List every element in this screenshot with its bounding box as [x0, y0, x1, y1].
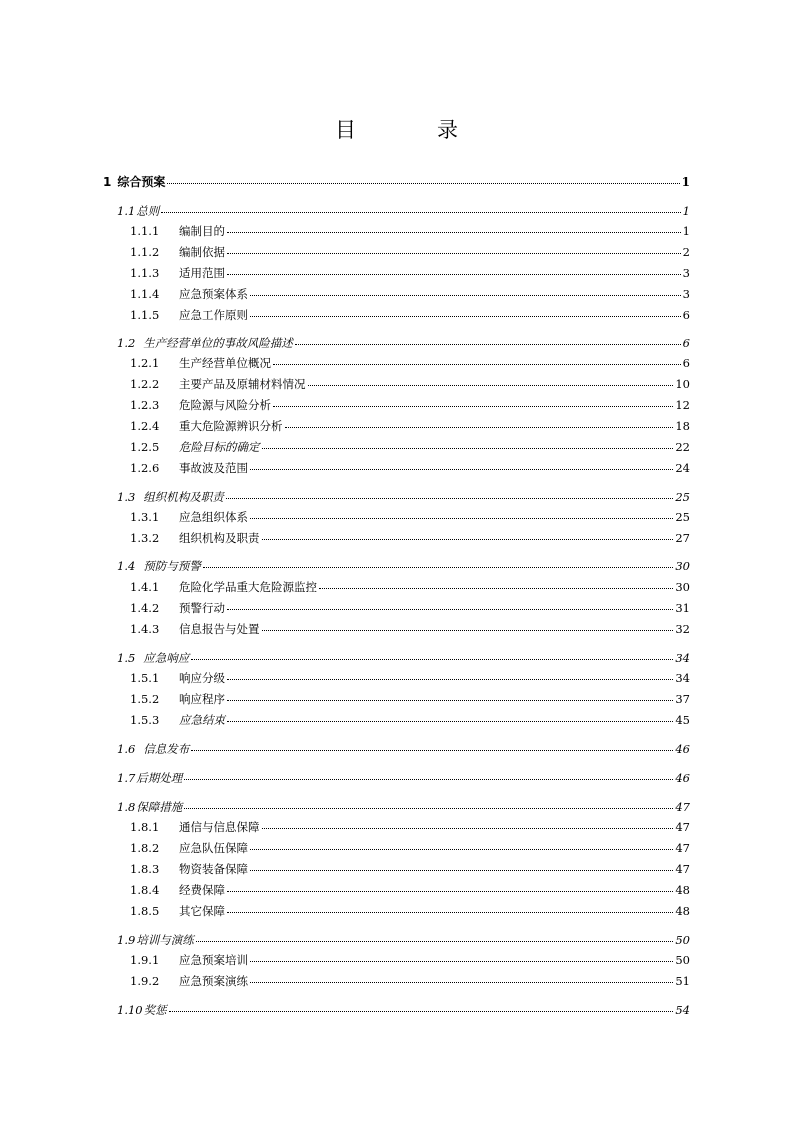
toc-entry-label: [130, 509, 248, 525]
toc-entry-number: 1.8.1: [130, 820, 160, 834]
toc-entry[interactable]: [130, 691, 690, 707]
dot-leader: [169, 1011, 674, 1012]
toc-entry-number: 1.1: [117, 204, 136, 218]
toc-entry-label: [117, 489, 224, 505]
dot-leader: [227, 700, 673, 701]
toc-entry-page: 31: [675, 601, 690, 615]
toc-entry-page: 10: [675, 377, 690, 391]
toc-entry-page: 24: [675, 461, 690, 475]
toc-entry-number: 1.2.4: [130, 419, 160, 433]
toc-entry[interactable]: [130, 600, 690, 616]
toc-entry-page: 6: [682, 336, 690, 350]
toc-entry-label: [130, 903, 225, 919]
toc-entry-text: 应急结束: [179, 713, 225, 727]
toc-entry[interactable]: [130, 355, 690, 371]
toc-entry-text: 应急预案体系: [179, 287, 248, 301]
toc-entry-number: 1.6: [117, 742, 136, 756]
toc-entry-number: 1.3.2: [130, 531, 160, 545]
dot-leader: [161, 212, 680, 213]
dot-leader: [196, 941, 674, 942]
toc-entry[interactable]: [130, 307, 690, 323]
toc-entry-text: 应急预案演练: [179, 974, 248, 988]
toc-entry-text: 生产经营单位概况: [179, 356, 271, 370]
toc-entry[interactable]: [130, 621, 690, 637]
toc-entry[interactable]: [130, 376, 690, 392]
toc-entry[interactable]: [130, 418, 690, 434]
dot-leader: [273, 406, 673, 407]
toc-entry-text: 其它保障: [179, 904, 225, 918]
toc-entry-page: 48: [675, 904, 690, 918]
toc-entry-number: 1.2.2: [130, 377, 160, 391]
toc-entry-label: [117, 335, 293, 351]
toc-entry-label: [130, 460, 248, 476]
toc-entry-number: 1.8.3: [130, 862, 160, 876]
toc-entry-text: 危险目标的确定: [179, 440, 260, 454]
toc-entry[interactable]: [117, 335, 690, 351]
dot-leader: [226, 498, 674, 499]
toc-entry-page: 54: [675, 1003, 690, 1017]
toc-entry-text: 适用范围: [179, 266, 225, 280]
toc-entry[interactable]: [130, 670, 690, 686]
toc-entry-text: 应急预案培训: [179, 953, 248, 967]
dot-leader: [250, 295, 681, 296]
toc-entry-label: [130, 376, 306, 392]
toc-entry-page: 47: [675, 820, 690, 834]
toc-entry[interactable]: [130, 840, 690, 856]
toc-entry[interactable]: [117, 650, 690, 666]
dot-leader: [273, 364, 681, 365]
toc-entry-page: 27: [675, 531, 690, 545]
dot-leader: [285, 427, 674, 428]
toc-entry-text: 重大危险源辨识分析: [179, 419, 283, 433]
toc-entry-page: 1: [682, 224, 690, 238]
toc-entry-number: 1.7: [117, 771, 136, 785]
toc-entry-text: 保障措施: [136, 800, 183, 814]
toc-entry[interactable]: [117, 741, 690, 757]
toc-entry-label: [130, 579, 317, 595]
toc-entry-text: 预警行动: [179, 601, 225, 615]
dot-leader: [227, 274, 681, 275]
toc-entry-label: [117, 770, 182, 786]
toc-entry-page: 2: [682, 245, 690, 259]
toc-entry-number: 1.1.4: [130, 287, 160, 301]
toc-entry-label: [117, 932, 194, 948]
dot-leader: [227, 891, 673, 892]
dot-leader: [308, 385, 674, 386]
toc-entry-label: [130, 691, 225, 707]
toc-entry[interactable]: [130, 882, 690, 898]
toc-entry-page: 6: [682, 308, 690, 322]
dot-leader: [227, 721, 673, 722]
toc-entry[interactable]: [117, 489, 690, 505]
toc-entry-page: 25: [675, 490, 690, 504]
toc-entry-label: [130, 840, 248, 856]
toc-entry-text: 信息报告与处置: [179, 622, 260, 636]
toc-entry[interactable]: [130, 460, 690, 476]
toc-entry-text: 生产经营单位的事故风险描述: [143, 336, 293, 350]
toc-entry-text: 编制依据: [179, 245, 225, 259]
toc-entry[interactable]: [130, 903, 690, 919]
dot-leader: [262, 448, 674, 449]
toc-entry-page: 6: [682, 356, 690, 370]
dot-leader: [250, 961, 673, 962]
toc-entry[interactable]: [117, 203, 690, 219]
toc-entry-label: [130, 621, 260, 637]
toc-entry-number: 1: [103, 175, 112, 189]
toc-entry-text: 培训与演练: [136, 933, 194, 947]
toc-entry[interactable]: [117, 799, 690, 815]
toc-entry[interactable]: [130, 223, 690, 239]
toc-entry-page: 3: [682, 287, 690, 301]
toc-entry-label: [130, 861, 248, 877]
toc-entry-number: 1.9: [117, 933, 136, 947]
toc-entry-text: 应急队伍保障: [179, 841, 248, 855]
toc-entry-number: 1.1.5: [130, 308, 160, 322]
toc-entry-label: [130, 530, 260, 546]
toc-entry-text: 后期处理: [136, 771, 183, 785]
toc-entry-text: 应急工作原则: [179, 308, 248, 322]
toc-entry-number: 1.8.4: [130, 883, 160, 897]
toc-entry-label: [130, 244, 225, 260]
toc-entry-number: 1.3.1: [130, 510, 160, 524]
toc-entry-text: 总则: [136, 204, 160, 218]
toc-entry-number: 1.9.2: [130, 974, 160, 988]
toc-entry-number: 1.10: [117, 1003, 143, 1017]
dot-leader: [250, 469, 673, 470]
toc-entry-label: [130, 307, 248, 323]
toc-entry-text: 事故波及范围: [179, 461, 248, 475]
toc-entry-number: 1.2: [117, 336, 136, 350]
toc-entry[interactable]: [117, 770, 690, 786]
toc-entry-number: 1.1.2: [130, 245, 160, 259]
toc-entry-label: [130, 670, 225, 686]
toc-entry-page: 47: [675, 841, 690, 855]
toc-entry-text: 主要产品及原辅材料情况: [179, 377, 306, 391]
toc-entry-label: [130, 355, 271, 371]
toc-entry-text: 预防与预警: [143, 559, 201, 573]
toc-entry[interactable]: [117, 1002, 690, 1018]
toc-entry-label: [117, 741, 189, 757]
toc-entry-number: 1.3: [117, 490, 136, 504]
toc-entry-label: [130, 712, 225, 728]
dot-leader: [262, 828, 674, 829]
dot-leader: [250, 518, 673, 519]
dot-leader: [191, 750, 673, 751]
toc-entry-number: 1.2.5: [130, 440, 160, 454]
dot-leader: [227, 232, 681, 233]
toc-entry-number: 1.8.2: [130, 841, 160, 855]
toc-entry-number: 1.8: [117, 800, 136, 814]
toc-entry-label: [130, 952, 248, 968]
toc-entry-label: [117, 1002, 167, 1018]
toc-entry[interactable]: [103, 174, 690, 190]
toc-entry[interactable]: [130, 439, 690, 455]
toc-entry[interactable]: [130, 819, 690, 835]
dot-leader: [203, 567, 674, 568]
toc-entry[interactable]: [130, 265, 690, 281]
toc-entry-label: [130, 223, 225, 239]
toc-entry-number: 1.1.3: [130, 266, 160, 280]
toc-entry-text: 组织机构及职责: [143, 490, 224, 504]
dot-leader: [262, 539, 674, 540]
toc-entry-label: [117, 203, 159, 219]
toc-entry-text: 奖惩: [143, 1003, 167, 1017]
toc-entry-text: 物资装备保障: [179, 862, 248, 876]
toc-entry-page: 34: [675, 671, 690, 685]
toc-entry-label: [130, 882, 225, 898]
toc-entry-number: 1.1.1: [130, 224, 160, 238]
toc-entry-label: [130, 286, 248, 302]
toc-entry-page: 46: [675, 771, 690, 785]
toc-entry-label: [130, 439, 260, 455]
toc-entry-label: [117, 650, 189, 666]
toc-entry-page: 47: [675, 862, 690, 876]
toc-entry-label: [130, 973, 248, 989]
toc-entry-text: 响应程序: [179, 692, 225, 706]
toc-entry-label: [130, 397, 271, 413]
toc-entry[interactable]: [130, 973, 690, 989]
toc-entry[interactable]: [130, 579, 690, 595]
toc-entry-number: 1.4.3: [130, 622, 160, 636]
toc-entry-page: 1: [681, 175, 690, 189]
toc-entry-number: 1.8.5: [130, 904, 160, 918]
toc-entry[interactable]: [130, 861, 690, 877]
toc-entry-page: 48: [675, 883, 690, 897]
toc-entry-page: 25: [675, 510, 690, 524]
toc-entry-number: 1.5.1: [130, 671, 160, 685]
toc-entry-page: 50: [675, 933, 690, 947]
toc-entry-page: 22: [675, 440, 690, 454]
toc-entry[interactable]: [130, 952, 690, 968]
toc-entry-number: 1.4.1: [130, 580, 160, 594]
toc-entry[interactable]: [130, 712, 690, 728]
dot-leader: [250, 849, 673, 850]
toc-entry[interactable]: [117, 932, 690, 948]
toc-title: 目 录: [335, 118, 488, 142]
toc-entry-page: 30: [675, 580, 690, 594]
dot-leader: [250, 982, 673, 983]
toc-entry-label: [130, 265, 225, 281]
toc-entry-label: [130, 418, 283, 434]
toc-entry-number: 1.9.1: [130, 953, 160, 967]
dot-leader: [184, 779, 673, 780]
toc-entry-page: 1: [682, 204, 690, 218]
dot-leader: [319, 588, 673, 589]
toc-entry[interactable]: [130, 397, 690, 413]
toc-entry[interactable]: [130, 530, 690, 546]
toc-entry-text: 危险源与风险分析: [179, 398, 271, 412]
dot-leader: [227, 912, 673, 913]
toc-entry-page: 3: [682, 266, 690, 280]
toc-entry-page: 30: [675, 559, 690, 573]
dot-leader: [184, 808, 673, 809]
toc-entry-page: 34: [675, 651, 690, 665]
toc-entry-text: 组织机构及职责: [179, 531, 260, 545]
toc-entry-number: 1.4.2: [130, 601, 160, 615]
toc-entry-text: 综合预案: [117, 175, 166, 189]
dot-leader: [262, 630, 674, 631]
toc-entry-label: [130, 600, 225, 616]
dot-leader: [167, 183, 679, 184]
toc-entry-page: 50: [675, 953, 690, 967]
toc-entry-label: [103, 174, 165, 190]
toc-entry-page: 51: [675, 974, 690, 988]
toc-entry-text: 响应分级: [179, 671, 225, 685]
toc-entry-number: 1.5: [117, 651, 136, 665]
toc-entry-text: 通信与信息保障: [179, 820, 260, 834]
toc-entry-text: 信息发布: [143, 742, 190, 756]
dot-leader: [295, 344, 681, 345]
toc-entry-text: 危险化学品重大危险源监控: [179, 580, 317, 594]
toc-entry-label: [130, 819, 260, 835]
toc-entry[interactable]: [130, 509, 690, 525]
toc-entry-page: 46: [675, 742, 690, 756]
toc-entry-number: 1.4: [117, 559, 136, 573]
toc-entry-page: 18: [675, 419, 690, 433]
toc-entry[interactable]: [130, 244, 690, 260]
toc-entry-page: 47: [675, 800, 690, 814]
toc-entry-text: 经费保障: [179, 883, 225, 897]
toc-entry-number: 1.2.6: [130, 461, 160, 475]
toc-entry-number: 1.2.1: [130, 356, 160, 370]
toc-entry[interactable]: [117, 558, 690, 574]
dot-leader: [227, 253, 681, 254]
dot-leader: [250, 870, 673, 871]
toc-entry-page: 45: [675, 713, 690, 727]
toc-entry[interactable]: [130, 286, 690, 302]
toc-entry-page: 32: [675, 622, 690, 636]
toc-entry-label: [117, 558, 201, 574]
toc-entry-text: 编制目的: [179, 224, 225, 238]
dot-leader: [227, 609, 673, 610]
toc-entry-number: 1.5.3: [130, 713, 160, 727]
dot-leader: [191, 659, 673, 660]
dot-leader: [227, 679, 673, 680]
toc-entry-text: 应急组织体系: [179, 510, 248, 524]
dot-leader: [250, 316, 681, 317]
toc-entry-page: 12: [675, 398, 690, 412]
toc-entry-number: 1.2.3: [130, 398, 160, 412]
toc-entry-page: 37: [675, 692, 690, 706]
toc-entry-text: 应急响应: [143, 651, 190, 665]
toc-entry-number: 1.5.2: [130, 692, 160, 706]
toc-entry-label: [117, 799, 182, 815]
